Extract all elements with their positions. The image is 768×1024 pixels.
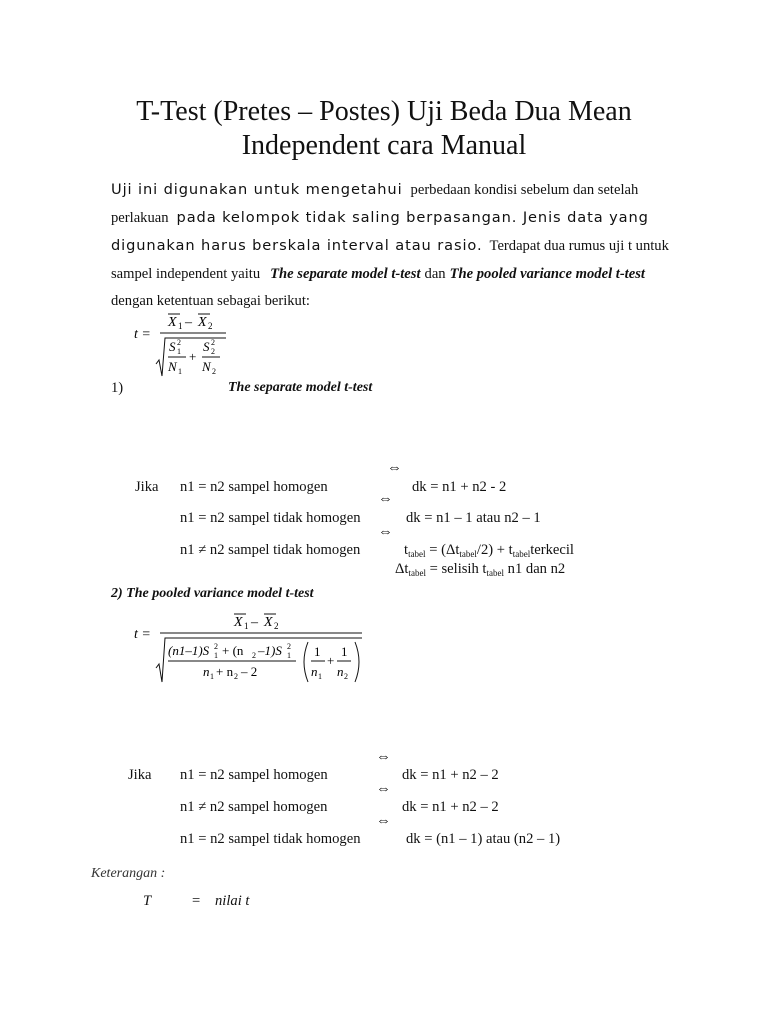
section1-number: 1): [111, 380, 124, 396]
section2-jika: Jika: [128, 767, 152, 783]
formula2-part3: –1)S: [258, 643, 282, 658]
formula1-x1: X: [168, 315, 177, 330]
keterangan-equals: =: [192, 893, 201, 909]
section2-result-2: dk = n1 + n2 – 2: [402, 799, 499, 815]
formula1-s1-sub: 1: [177, 347, 181, 356]
intro-line-3: digunakan harus berskala interval atau rasio. Terdapat dua rumus uji t untuk: [111, 237, 669, 254]
formula2-t: t =: [134, 627, 151, 642]
intro-line-1: Uji ini digunakan untuk mengetahui perbedaan kondisi sebelum dan setelah: [111, 181, 639, 198]
keterangan-desc: nilai t: [215, 893, 250, 909]
formula2-frac2-den-sub: 2: [344, 672, 348, 681]
formula1-n1-sub: 1: [178, 367, 182, 376]
formula2-frac2-den: n: [337, 664, 344, 679]
formula2-part2-sub: 2: [252, 651, 256, 660]
equivalence-icon: ⇔: [387, 460, 402, 476]
formula2-part3-sup: 2: [287, 642, 291, 651]
section2-result-3: dk = (n1 – 1) atau (n2 – 1): [406, 831, 561, 847]
formula1-plus: +: [189, 349, 197, 364]
formula2-frac2-num: 1: [341, 644, 348, 659]
formula1-s1: S: [169, 339, 176, 354]
formula-separate-t: [128, 308, 238, 380]
formula1-s1-sup: 2: [177, 338, 181, 347]
formula2-part3-sub: 1: [287, 651, 291, 660]
section2-result-1: dk = n1 + n2 – 2: [402, 767, 499, 783]
equivalence-icon: ⇔: [376, 749, 391, 765]
intro-line-4: sampel independent yaitu The separate model t-test dan The pooled variance model t-test: [111, 266, 645, 282]
formula2-x1: X: [234, 615, 243, 630]
formula2-den3: – 2: [241, 664, 258, 679]
formula2-part2: + (n: [222, 643, 244, 658]
section1-cond-2: n1 = n2 sampel tidak homogen: [180, 510, 361, 526]
document-title: [0, 95, 768, 163]
formula2-part1-sub: 1: [214, 651, 218, 660]
section2-cond-1: n1 = n2 sampel homogen: [180, 767, 328, 783]
keterangan-label: Keterangan :: [91, 866, 166, 881]
formula1-s2-sup: 2: [211, 338, 215, 347]
title-line-1: T-Test (Pretes – Postes) Uji Beda Dua Mean: [136, 96, 632, 127]
formula1-s2-sub: 2: [211, 347, 215, 356]
formula2-minus: –: [251, 615, 258, 630]
title-line-2: Independent cara Manual: [241, 130, 527, 161]
formula-pooled-t: [128, 608, 378, 686]
formula1-s2: S: [203, 339, 210, 354]
formula2-frac1-den-sub: 1: [318, 672, 322, 681]
formula2-den1-sub: 1: [210, 672, 214, 681]
formula2-den2: + n: [216, 664, 234, 679]
formula1-x1-sub: 1: [178, 321, 183, 331]
section1-result-1: dk = n1 + n2 - 2: [412, 479, 507, 495]
section1-cond-1: n1 = n2 sampel homogen: [180, 479, 328, 495]
formula1-minus: –: [185, 315, 192, 330]
equivalence-icon: ⇔: [378, 524, 393, 540]
section1-result-2: dk = n1 – 1 atau n2 – 1: [406, 510, 541, 526]
section1-jika: Jika: [135, 479, 159, 495]
formula2-frac1-num: 1: [314, 644, 321, 659]
formula1-n2-sub: 2: [212, 367, 216, 376]
keterangan-symbol: T: [143, 893, 152, 909]
section2-heading: 2) The pooled variance model t-test: [111, 586, 314, 601]
formula2-x2-sub: 2: [274, 621, 279, 631]
equivalence-icon: ⇔: [376, 781, 391, 797]
section1-result-3: $t_{tabel} = (\Delta t_{tabel}/2)$ + $t_{tabel}terkecil$: [404, 542, 574, 559]
intro-line-5: dengan ketentuan sebagai berikut:: [111, 293, 310, 309]
formula1-t: t =: [134, 327, 151, 342]
formula2-den2-sub: 2: [234, 672, 238, 681]
formula1-n2: N: [202, 359, 211, 374]
formula2-plus: +: [327, 653, 335, 668]
equivalence-icon: ⇔: [376, 813, 391, 829]
section1-cond-3: n1 ≠ n2 sampel tidak homogen: [180, 542, 361, 558]
section2-cond-3: n1 = n2 sampel tidak homogen: [180, 831, 361, 847]
formula1-x2-sub: 2: [208, 321, 213, 331]
section1-heading: The separate model t-test: [228, 380, 373, 395]
formula2-x2: X: [264, 615, 273, 630]
formula2-part1: (n1–1)S: [168, 643, 210, 658]
formula2-den1: n: [203, 664, 210, 679]
section1-note: $\Delta t_{tabel}$ = selisih $t_{tabel}$ n1 dan n2: [395, 561, 566, 578]
formula2-x1-sub: 1: [244, 621, 249, 631]
formula2-frac1-den: n: [311, 664, 318, 679]
equivalence-icon: ⇔: [378, 491, 393, 507]
intro-line-2: perlakuan pada kelompok tidak saling berpasangan. Jenis data yang: [111, 209, 649, 226]
section2-cond-2: n1 ≠ n2 sampel homogen: [180, 799, 328, 815]
formula1-x2: X: [198, 315, 207, 330]
formula1-n1: N: [168, 359, 177, 374]
formula2-part1-sup: 2: [214, 642, 218, 651]
